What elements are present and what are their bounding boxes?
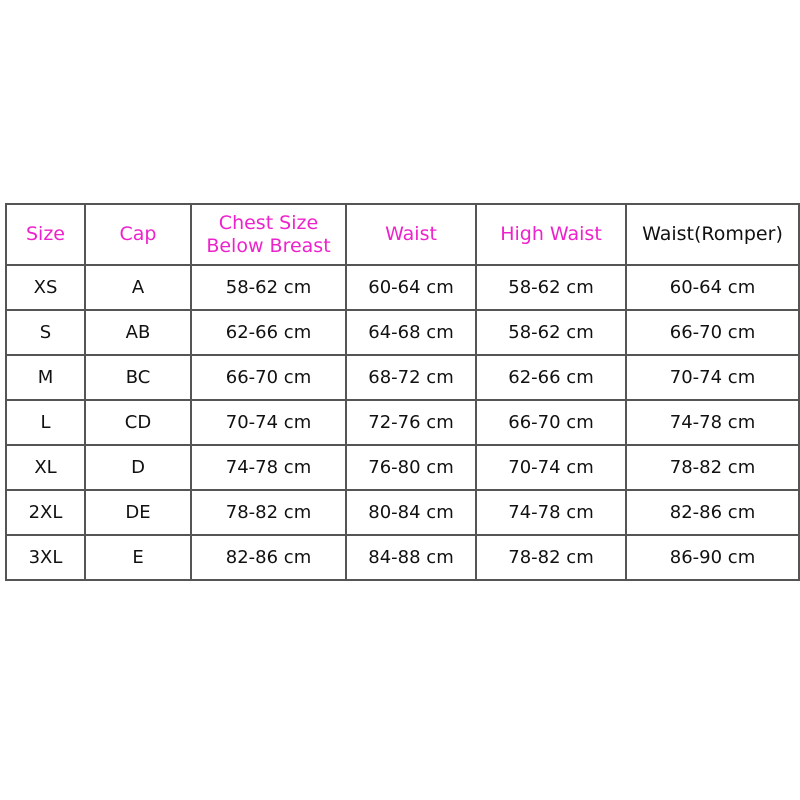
waist-cell: 64-68 cm bbox=[346, 310, 476, 355]
table-row bbox=[6, 490, 799, 535]
size-cell: L bbox=[6, 400, 85, 445]
table-row bbox=[6, 445, 799, 490]
high-waist-cell: 70-74 cm bbox=[476, 445, 626, 490]
waist-romper-cell: 66-70 cm bbox=[626, 310, 799, 355]
waist-romper-cell: 70-74 cm bbox=[626, 355, 799, 400]
cap-cell: CD bbox=[85, 400, 191, 445]
high-waist-cell: 78-82 cm bbox=[476, 535, 626, 580]
waist-romper-cell: 60-64 cm bbox=[626, 265, 799, 310]
chest-size-cell: 66-70 cm bbox=[191, 355, 346, 400]
table-row bbox=[6, 400, 799, 445]
chest-size-cell: 62-66 cm bbox=[191, 310, 346, 355]
chest-size-cell: 78-82 cm bbox=[191, 490, 346, 535]
header-chest-size: Chest Size Below Breast bbox=[191, 204, 346, 265]
waist-cell: 60-64 cm bbox=[346, 265, 476, 310]
waist-romper-cell: 86-90 cm bbox=[626, 535, 799, 580]
table-row bbox=[6, 355, 799, 400]
header-waist-romper: Waist(Romper) bbox=[626, 204, 799, 265]
waist-cell: 76-80 cm bbox=[346, 445, 476, 490]
header-waist: Waist bbox=[346, 204, 476, 265]
size-cell: XL bbox=[6, 445, 85, 490]
cap-cell: D bbox=[85, 445, 191, 490]
waist-cell: 72-76 cm bbox=[346, 400, 476, 445]
size-cell: 3XL bbox=[6, 535, 85, 580]
high-waist-cell: 58-62 cm bbox=[476, 265, 626, 310]
chest-size-cell: 70-74 cm bbox=[191, 400, 346, 445]
chest-size-cell: 74-78 cm bbox=[191, 445, 346, 490]
waist-cell: 84-88 cm bbox=[346, 535, 476, 580]
chest-size-cell: 82-86 cm bbox=[191, 535, 346, 580]
header-size: Size bbox=[6, 204, 85, 265]
header-row bbox=[6, 204, 799, 265]
waist-romper-cell: 74-78 cm bbox=[626, 400, 799, 445]
table-row bbox=[6, 310, 799, 355]
size-cell: S bbox=[6, 310, 85, 355]
size-cell: M bbox=[6, 355, 85, 400]
cap-cell: A bbox=[85, 265, 191, 310]
header-cap: Cap bbox=[85, 204, 191, 265]
table-row bbox=[6, 535, 799, 580]
high-waist-cell: 62-66 cm bbox=[476, 355, 626, 400]
table-row bbox=[6, 265, 799, 310]
header-high-waist: High Waist bbox=[476, 204, 626, 265]
size-chart-table bbox=[5, 203, 800, 581]
high-waist-cell: 66-70 cm bbox=[476, 400, 626, 445]
high-waist-cell: 58-62 cm bbox=[476, 310, 626, 355]
chest-size-cell: 58-62 cm bbox=[191, 265, 346, 310]
waist-romper-cell: 82-86 cm bbox=[626, 490, 799, 535]
high-waist-cell: 74-78 cm bbox=[476, 490, 626, 535]
cap-cell: BC bbox=[85, 355, 191, 400]
size-cell: XS bbox=[6, 265, 85, 310]
cap-cell: DE bbox=[85, 490, 191, 535]
waist-romper-cell: 78-82 cm bbox=[626, 445, 799, 490]
cap-cell: E bbox=[85, 535, 191, 580]
waist-cell: 80-84 cm bbox=[346, 490, 476, 535]
size-cell: 2XL bbox=[6, 490, 85, 535]
waist-cell: 68-72 cm bbox=[346, 355, 476, 400]
cap-cell: AB bbox=[85, 310, 191, 355]
